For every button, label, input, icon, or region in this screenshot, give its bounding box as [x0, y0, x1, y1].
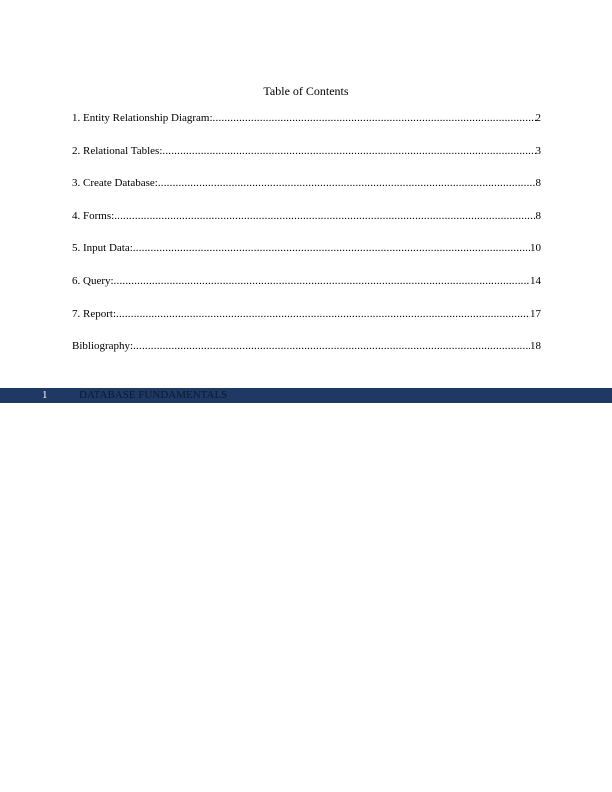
toc-entry-label: 2. Relational Tables:: [72, 144, 163, 157]
toc-list: [72, 111, 541, 372]
toc-entry-label: 1. Entity Relationship Diagram:: [72, 112, 213, 124]
toc-entry-page: 10: [530, 242, 541, 255]
toc-entry[interactable]: [72, 111, 541, 125]
toc-dot-leader: [114, 209, 535, 223]
toc-entry-label: 3. Create Database:: [72, 177, 158, 190]
toc-entry-page: 18: [530, 340, 541, 353]
toc-dot-leader: [116, 307, 530, 321]
toc-dot-leader: [133, 241, 530, 255]
toc-dot-leader: [133, 339, 530, 353]
toc-entry[interactable]: [72, 241, 541, 255]
toc-dot-leader: [114, 274, 530, 288]
toc-entry[interactable]: [72, 307, 541, 321]
toc-dot-leader: [213, 111, 536, 125]
toc-entry[interactable]: [72, 209, 541, 223]
toc-entry-label: 4. Forms:: [72, 209, 115, 222]
toc-dot-leader: [158, 176, 536, 190]
toc-entry[interactable]: [72, 339, 541, 353]
toc-entry-page: 8: [535, 209, 541, 222]
toc-title: Table of Contents: [263, 84, 349, 98]
toc-entry-page: 2: [535, 112, 541, 124]
toc-entry[interactable]: [72, 274, 541, 288]
toc-entry-page: 3: [535, 144, 541, 157]
toc-entry-page: 8: [535, 177, 541, 190]
toc-entry-label: 7. Report:: [72, 307, 116, 320]
toc-dot-leader: [162, 144, 535, 158]
footer-title: DATABASE FUNDAMENTALS: [79, 389, 228, 401]
footer-page-number: 1: [42, 389, 48, 401]
toc-entry-page: 14: [530, 274, 541, 287]
toc-entry[interactable]: [72, 144, 541, 158]
toc-entry-label: Bibliography:: [72, 340, 134, 353]
toc-entry-label: 6. Query:: [72, 274, 114, 287]
toc-entry[interactable]: [72, 176, 541, 190]
toc-entry-page: 17: [530, 307, 541, 320]
toc-entry-label: 5. Input Data:: [72, 242, 133, 255]
footer-band: [0, 388, 612, 403]
